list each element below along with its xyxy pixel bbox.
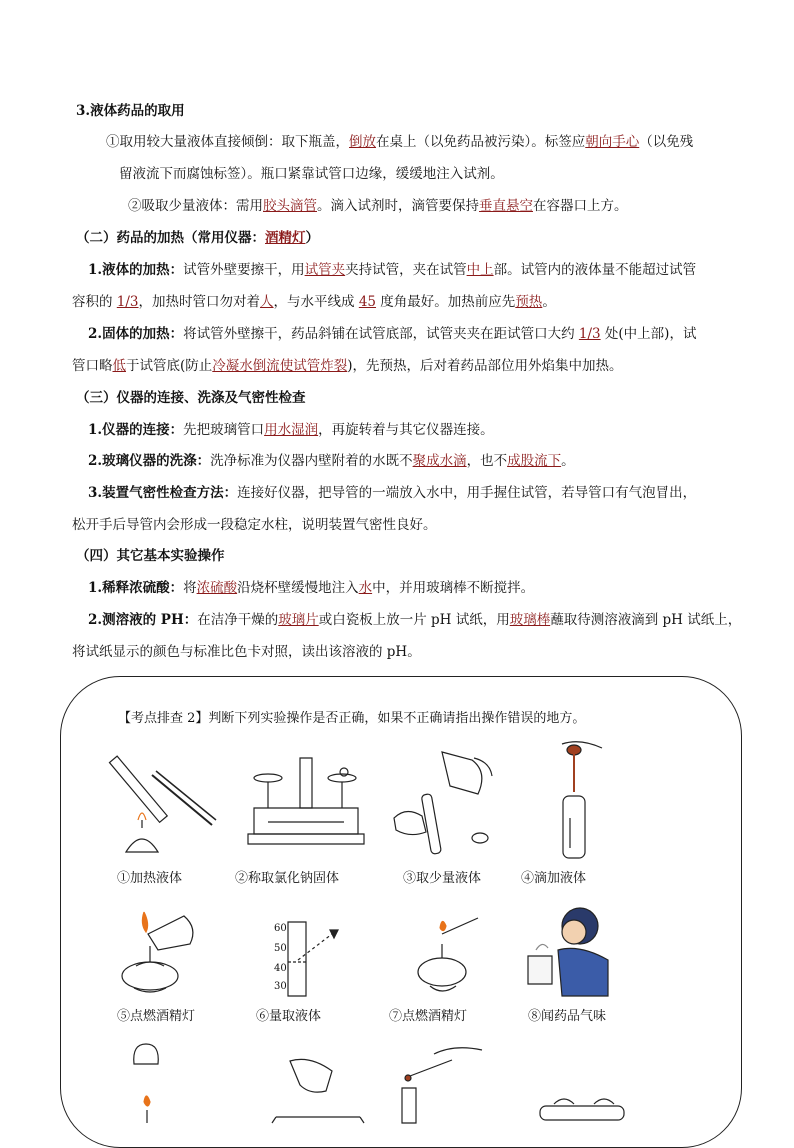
text: （以免残 — [639, 134, 694, 150]
answer: 浓硫酸 — [196, 580, 238, 596]
hand-outline — [474, 758, 492, 776]
answer: 酒精灯 — [265, 230, 306, 246]
tilted-lamp — [148, 916, 193, 950]
answer: 试管夹 — [304, 262, 346, 278]
left-pan — [254, 774, 282, 782]
answer: 低 — [112, 358, 126, 374]
label: 2.固体的加热： — [88, 326, 184, 342]
text: 容积的 — [72, 294, 117, 310]
alcohol-lamp-body — [126, 839, 158, 852]
scale-tick-60: 60 — [274, 923, 287, 934]
hand — [290, 1059, 332, 1092]
text: ） — [305, 230, 319, 246]
text: （二）药品的加热（常用仪器： — [76, 230, 265, 246]
answer: 玻璃棒 — [509, 612, 551, 628]
text: 在桌上（以免药品被污染）。标签应 — [376, 134, 586, 150]
scale-tick-40: 40 — [274, 963, 287, 974]
text: 在容器口上方。 — [533, 198, 628, 214]
answer: 人 — [260, 294, 274, 310]
flame — [138, 813, 146, 820]
paragraph-dropper — [128, 196, 628, 216]
text: 。滴入试剂时，滴管要保持 — [317, 198, 479, 214]
caption-3: ③取少量液体 — [403, 871, 482, 886]
text: ②吸取少量液体：需用 — [128, 198, 263, 214]
answer: 冷凝水倒流使试管炸裂 — [212, 358, 348, 374]
text: 或白瓷板上放一片 pH 试纸，用 — [318, 612, 510, 628]
text: 连接好仪器，把导管的一端放入水中，用手握住试管，若导管口有气泡冒出， — [237, 485, 697, 501]
label: 2.玻璃仪器的洗涤： — [88, 453, 211, 469]
airtight-line2: 松开手后导管内会形成一段稳定水柱，说明装置气密性良好。 — [72, 517, 437, 533]
balance-base — [254, 808, 358, 834]
label: 2.测溶液的 PH： — [88, 612, 198, 628]
other-ops-title: （四）其它基本实验操作 — [76, 548, 225, 564]
flame — [144, 1096, 150, 1106]
answer: 中上 — [466, 262, 494, 278]
answer: 1/3 — [578, 326, 601, 342]
caption-7: ⑦点燃酒精灯 — [389, 1009, 468, 1024]
stopper — [472, 833, 488, 843]
sight-line — [298, 934, 332, 960]
heating-liquid-line1 — [88, 260, 696, 280]
alcohol-lamp-body — [418, 958, 466, 986]
flame — [440, 921, 446, 930]
answer: 倒放 — [349, 134, 376, 150]
text: 沿烧杯壁缓慢地注入 — [237, 580, 359, 596]
flame — [142, 912, 147, 932]
text: )，先预热，后对着药品部位用外焰集中加热。 — [347, 358, 623, 374]
answer: 玻璃片 — [278, 612, 319, 628]
candle — [402, 1088, 416, 1123]
text: ①取用较大量液体直接倾倒：取下瓶盖， — [106, 134, 349, 150]
paragraph-pour-liquid — [106, 132, 693, 152]
text: 先把玻璃管口 — [183, 422, 265, 438]
text: 将试管外壁擦干，药品斜铺在试管底部，试管夹夹在距试管口大约 — [183, 326, 579, 342]
text: 在洁净干燥的 — [197, 612, 279, 628]
answer: 垂直悬空 — [479, 198, 533, 214]
text: 中，并用玻璃棒不断搅拌。 — [372, 580, 535, 596]
caption-5: ⑤点燃酒精灯 — [117, 1009, 196, 1024]
scale-tick-30: 30 — [274, 981, 287, 992]
balance-foot — [248, 834, 364, 844]
dropper-illustration — [550, 738, 610, 862]
smelling-illustration — [522, 900, 612, 998]
lamp-lighting-by-match-illustration — [412, 910, 492, 998]
heating-solid-line1 — [88, 324, 696, 344]
test-tube — [540, 1106, 624, 1120]
test-tube-holder — [152, 775, 212, 825]
dropper-bulb — [567, 745, 581, 755]
heating-solid-line2 — [72, 356, 623, 376]
connection-line1 — [88, 420, 494, 440]
text: 部。试管内的液体量不能超过试管 — [493, 262, 697, 278]
text: ，也不 — [466, 453, 508, 469]
match — [442, 918, 478, 934]
answer: 水 — [358, 580, 373, 596]
exercise-heading: 【考点排查 2】判断下列实验操作是否正确，如果不正确请指出操作错误的地方。 — [118, 711, 586, 726]
answer: 成股流下 — [507, 453, 562, 469]
text: 。 — [561, 453, 575, 469]
answer: 1/3 — [116, 294, 139, 310]
weights — [340, 768, 348, 776]
answer: 用水湿润 — [264, 422, 319, 438]
beaker — [528, 956, 552, 984]
text: 。 — [542, 294, 556, 310]
connection-title: （三）仪器的连接、洗涤及气密性检查 — [76, 390, 306, 406]
answer: 45 — [358, 294, 377, 310]
heating-liquid-illustration — [112, 740, 222, 860]
text: ，再旋转着与其它仪器连接。 — [318, 422, 494, 438]
caption-6: ⑥量取液体 — [256, 1009, 322, 1024]
boy-body — [558, 948, 608, 996]
alcohol-lamp-body — [122, 962, 178, 990]
lamp-cap — [134, 1044, 159, 1064]
heating-liquid-line2 — [72, 292, 556, 312]
text: ，与水平线成 — [273, 294, 359, 310]
cylinder — [288, 922, 306, 996]
caption-1: ①加热液体 — [117, 871, 183, 886]
test-tube — [563, 796, 585, 858]
heating-title — [76, 228, 319, 248]
ph-paper-illustration — [270, 1055, 366, 1123]
paragraph-pour-liquid-cont: 留液流下而腐蚀标签）。瓶口紧靠试管口边缘，缓缓地注入试剂。 — [119, 166, 504, 182]
test-tube — [109, 756, 167, 822]
lamp-lighting-by-lamp-illustration — [114, 906, 200, 998]
take-liquid-illustration — [392, 742, 502, 860]
text: 于试管底(防止 — [126, 358, 213, 374]
caption-2: ②称取氯化钠固体 — [235, 871, 340, 886]
label: 1.液体的加热： — [88, 262, 184, 278]
candle-lighting-illustration — [394, 1040, 486, 1123]
answer: 聚成水滴 — [412, 453, 467, 469]
label: 1.仪器的连接： — [88, 422, 184, 438]
vapor — [536, 944, 548, 950]
text: 夹持试管，夹在试管 — [345, 262, 467, 278]
label: 3.装置气密性检查方法： — [88, 485, 238, 501]
hand-outline — [434, 1048, 482, 1054]
scale-tick-50: 50 — [274, 943, 287, 954]
hand — [394, 811, 426, 834]
ph-line1 — [88, 610, 741, 630]
caption-8: ⑧闻药品气味 — [528, 1009, 607, 1024]
text: ，加热时管口勿对着 — [138, 294, 261, 310]
section-3-title: 3.液体药品的取用 — [76, 103, 185, 119]
rubber-stopper-illustration — [534, 1090, 630, 1123]
caption-4: ④滴加液体 — [521, 871, 587, 886]
text: 管口略 — [72, 358, 113, 374]
balance-illustration — [248, 748, 364, 858]
answer: 预热 — [515, 294, 543, 310]
lamp-cap-illustration — [124, 1040, 170, 1123]
balance-pillar — [300, 758, 312, 808]
washing-line — [88, 451, 575, 471]
text: 将 — [183, 580, 197, 596]
answer: 朝向手心 — [585, 134, 640, 150]
answer: 胶头滴管 — [263, 198, 317, 214]
ph-line2: 将试纸显示的颜色与标准比色卡对照，读出该溶液的 pH。 — [72, 644, 421, 660]
text: 处(中上部)，试 — [600, 326, 697, 342]
label: 1.稀释浓硫酸： — [88, 580, 184, 596]
text: 度角最好。加热前应先 — [376, 294, 516, 310]
airtight-line1 — [88, 483, 696, 503]
text: 蘸取待测溶液滴到 pH 试纸上， — [550, 612, 742, 628]
match — [410, 1060, 452, 1076]
text: 洗净标准为仪器内壁附着的水既不 — [210, 453, 413, 469]
dilute-acid-line — [88, 578, 534, 598]
text: 试管外壁要擦干，用 — [183, 262, 305, 278]
